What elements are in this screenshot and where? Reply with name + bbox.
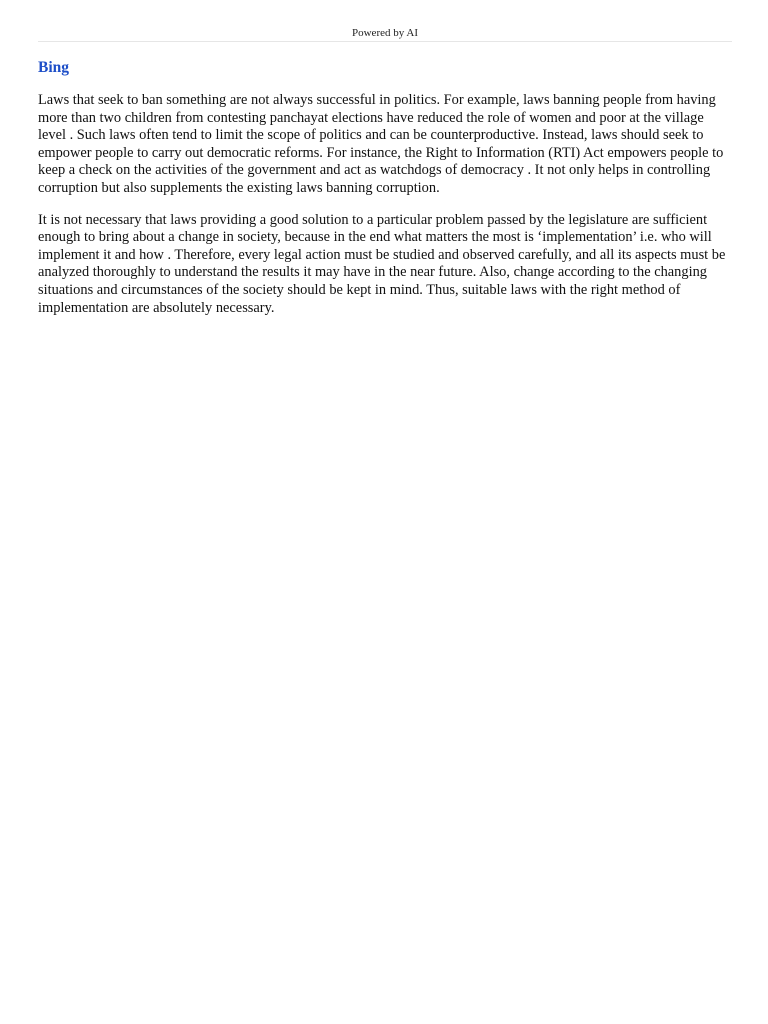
source-title: Bing (38, 59, 70, 76)
paragraph: Laws that seek to ban something are not always successful in politics. For example, laws banning people from having more than two children from contesting panchayat elections have reduced the role of women and poor at the village level . Such laws often tend to limit the scope of politics and can be counterproductive. Instead, laws should seek to empower people to carry out democratic reforms. For instance, the Right to Information (RTI) Act empowers people to keep a check on the activities of the government and act as watchdogs of democracy . It not only helps in controlling corruption but also supplements the existing laws banning corruption. (38, 92, 724, 196)
powered-by-label: Powered by AI (352, 27, 418, 39)
paragraph: It is not necessary that laws providing a good solution to a particular problem passed by the legislature are sufficient enough to bring about a change in society, because in the end what matters the most is ‘implementation’ i.e. who will implement it and how . Therefore, every legal action must be studied and observed carefully, and all its aspects must be analyzed thoroughly to understand the results it may have in the near future. Also, change according to the changing situations and circumstances of the society should be kept in mind. Thus, suitable laws with the right method of implementation are absolutely necessary. (38, 211, 726, 316)
page-header (38, 26, 732, 42)
answer-content (38, 58, 732, 331)
